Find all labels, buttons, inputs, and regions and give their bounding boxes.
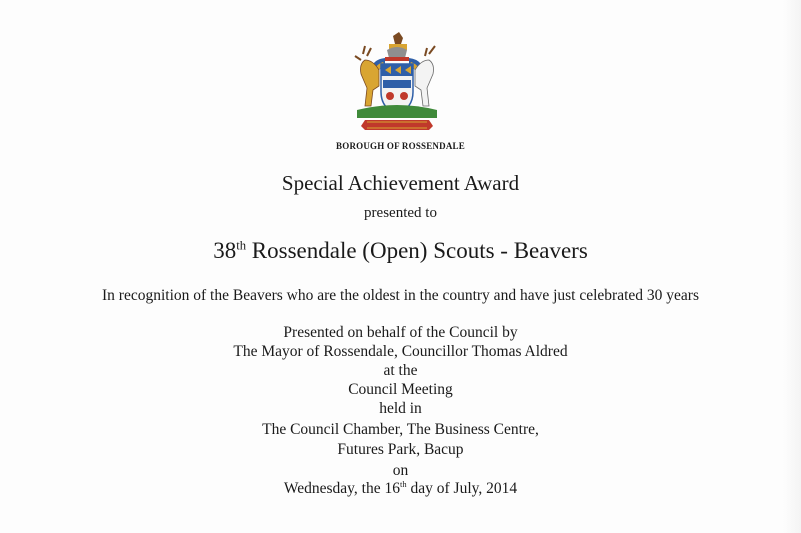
presentation-line: on: [392, 462, 409, 479]
date-prefix: Wednesday, the 16: [283, 480, 400, 497]
presentation-date: [0, 480, 801, 498]
coat-of-arms-icon: [345, 30, 449, 136]
presentation-line: at the: [383, 362, 418, 379]
date-ordinal-suffix: th: [400, 478, 407, 489]
presentation-line: The Council Chamber, The Business Centre,: [262, 421, 539, 438]
recipient-name: [0, 238, 801, 264]
presentation-line: held in: [379, 400, 422, 417]
recipient-group: Rossendale (Open) Scouts - Beavers: [246, 238, 588, 263]
presented-to-text: presented to: [364, 205, 437, 221]
presentation-line: Presented on behalf of the Council by: [283, 324, 518, 341]
date-rest: day of July, 2014: [406, 480, 518, 497]
presentation-line: Council Meeting: [348, 381, 453, 398]
borough-name: BOROUGH OF ROSSENDALE: [336, 141, 465, 151]
recipient-number: 38: [213, 238, 237, 263]
recipient-ordinal-suffix: th: [236, 238, 247, 253]
award-title: Special Achievement Award: [281, 171, 520, 195]
presentation-line: Futures Park, Bacup: [337, 441, 464, 458]
presentation-line: The Mayor of Rossendale, Councillor Thomas Aldred: [233, 343, 568, 360]
recognition-text: In recognition of the Beavers who are the oldest in the country and have just celebrated 30 years: [102, 287, 699, 304]
